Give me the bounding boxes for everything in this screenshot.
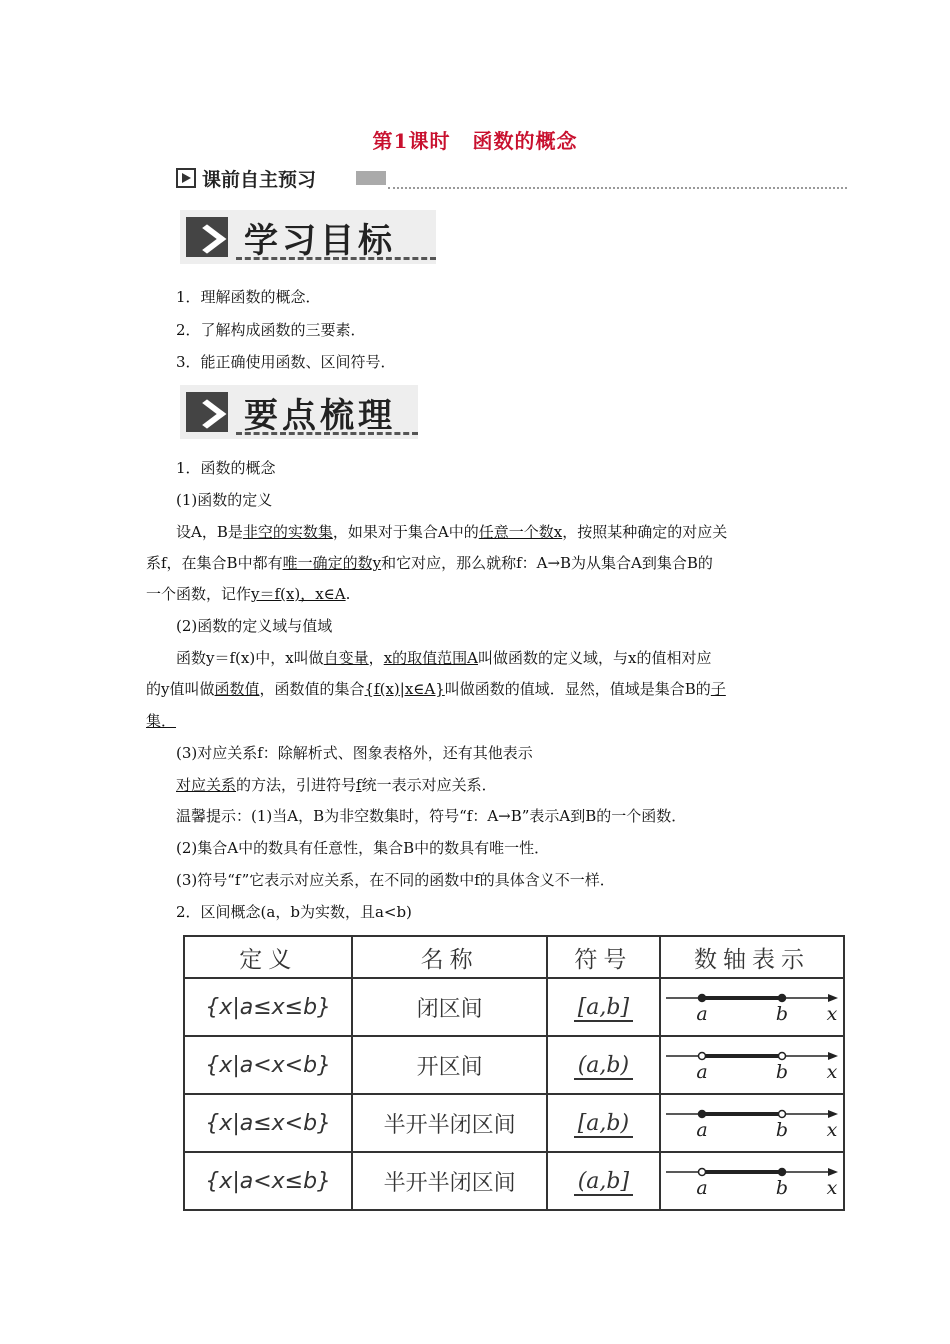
label-x: x bbox=[826, 1177, 838, 1198]
interval-symbol: (a,b) bbox=[574, 1053, 633, 1080]
closed-endpoint-a bbox=[699, 1111, 706, 1118]
table-header-row bbox=[184, 936, 844, 978]
cell-name: 开区间 bbox=[352, 1036, 546, 1094]
cell-definition: {x|a<x<b} bbox=[184, 1036, 352, 1094]
header-number-line: 数轴表示 bbox=[660, 936, 844, 978]
cell-symbol bbox=[547, 1094, 660, 1152]
closed-endpoint-b bbox=[779, 995, 786, 1002]
label-x: x bbox=[826, 1119, 838, 1140]
cell-name: 半开半闭区间 bbox=[352, 1152, 546, 1210]
goal-1: 1．理解函数的概念． bbox=[176, 288, 321, 306]
label-a: a bbox=[696, 1003, 708, 1024]
cell-definition: {x|a<x≤b} bbox=[184, 1152, 352, 1210]
number-line bbox=[662, 984, 842, 1024]
header-name: 名称 bbox=[352, 936, 546, 978]
check-arrow-icon bbox=[186, 392, 228, 432]
table-row bbox=[184, 1152, 844, 1210]
label-x: x bbox=[826, 1003, 838, 1024]
heading-learning-goals bbox=[180, 210, 436, 264]
label-a: a bbox=[696, 1119, 708, 1140]
label-a: a bbox=[696, 1177, 708, 1198]
label-b: b bbox=[775, 1119, 789, 1140]
cell-number-line bbox=[660, 1152, 844, 1210]
page-title: 第1课时 函数的概念 bbox=[372, 129, 578, 153]
section-bar-rule bbox=[388, 187, 847, 189]
table-row bbox=[184, 1094, 844, 1152]
sub-3-line-1: (3)对应关系f：除解析式、图象表格外，还有其他表示 bbox=[176, 744, 533, 762]
interval-symbol: [a,b] bbox=[574, 995, 633, 1022]
cell-symbol bbox=[547, 1152, 660, 1210]
closed-endpoint-a bbox=[699, 995, 706, 1002]
axis-arrow bbox=[828, 1168, 838, 1176]
number-line bbox=[662, 1100, 842, 1140]
definition-line-1: 设A，B是非空的实数集，如果对于集合A中的任意一个数x，按照某种确定的对应关 bbox=[176, 523, 728, 541]
closed-endpoint-b bbox=[779, 1169, 786, 1176]
label-b: b bbox=[775, 1177, 789, 1198]
point-2-title: 2．区间概念(a，b为实数，且a<b) bbox=[176, 903, 412, 921]
tip-1: 温馨提示：(1)当A，B为非空数集时，符号“f：A→B”表示A到B的一个函数． bbox=[176, 807, 687, 825]
cell-name: 半开半闭区间 bbox=[352, 1094, 546, 1152]
sub-3-line-2: 对应关系的方法，引进符号f统一表示对应关系． bbox=[176, 776, 497, 794]
cell-number-line bbox=[660, 1094, 844, 1152]
heading-text: 要点梳理 bbox=[244, 396, 396, 436]
table-row bbox=[184, 1036, 844, 1094]
header-definition: 定义 bbox=[184, 936, 352, 978]
cell-definition: {x|a≤x<b} bbox=[184, 1094, 352, 1152]
open-endpoint-a bbox=[699, 1053, 706, 1060]
domain-line-2: 的y值叫做函数值，函数值的集合{f(x)|x∈A}叫做函数的值域．显然，值域是集合B的子 bbox=[146, 680, 726, 698]
sub-1-title: (1)函数的定义 bbox=[176, 491, 273, 509]
arrow-box-icon bbox=[176, 168, 196, 188]
cell-name: 闭区间 bbox=[352, 978, 546, 1036]
label-b: b bbox=[775, 1003, 789, 1024]
heading-dash bbox=[236, 432, 418, 435]
goal-2: 2．了解构成函数的三要素． bbox=[176, 321, 366, 339]
header-symbol: 符号 bbox=[547, 936, 660, 978]
heading-text: 学习目标 bbox=[244, 221, 396, 261]
domain-line-3: 集． bbox=[146, 712, 177, 730]
heading-dash bbox=[236, 257, 436, 260]
open-endpoint-b bbox=[779, 1111, 786, 1118]
definition-line-2: 系f，在集合B中都有唯一确定的数y和它对应，那么就称f：A→B为从集合A到集合B的 bbox=[146, 554, 713, 572]
section-bar-block bbox=[356, 171, 386, 185]
open-endpoint-b bbox=[779, 1053, 786, 1060]
section-bar-label: 课前自主预习 bbox=[202, 169, 317, 191]
table-row bbox=[184, 978, 844, 1036]
axis-arrow bbox=[828, 1052, 838, 1060]
label-b: b bbox=[775, 1061, 789, 1082]
cell-symbol bbox=[547, 1036, 660, 1094]
heading-key-points bbox=[180, 385, 418, 439]
label-a: a bbox=[696, 1061, 708, 1082]
section-bar bbox=[176, 165, 847, 191]
domain-line-1: 函数y＝f(x)中，x叫做自变量，x的取值范围A叫做函数的定义域，与x的值相对应 bbox=[176, 649, 712, 667]
axis-arrow bbox=[828, 1110, 838, 1118]
cell-definition: {x|a≤x≤b} bbox=[184, 978, 352, 1036]
interval-table bbox=[183, 935, 845, 1211]
cell-number-line bbox=[660, 978, 844, 1036]
cell-symbol bbox=[547, 978, 660, 1036]
interval-symbol: [a,b) bbox=[574, 1111, 633, 1138]
axis-arrow bbox=[828, 994, 838, 1002]
number-line bbox=[662, 1158, 842, 1198]
interval-symbol: (a,b] bbox=[574, 1169, 633, 1196]
check-arrow-icon bbox=[186, 217, 228, 257]
open-endpoint-a bbox=[699, 1169, 706, 1176]
number-line bbox=[662, 1042, 842, 1082]
tip-3: (3)符号“f”它表示对应关系，在不同的函数中f的具体含义不一样． bbox=[176, 871, 615, 889]
definition-line-3: 一个函数，记作y＝f(x)，x∈A. bbox=[146, 585, 351, 603]
cell-number-line bbox=[660, 1036, 844, 1094]
tip-2: (2)集合A中的数具有任意性，集合B中的数具有唯一性． bbox=[176, 839, 550, 857]
point-1-title: 1．函数的概念 bbox=[176, 459, 276, 477]
label-x: x bbox=[826, 1061, 838, 1082]
goal-3: 3．能正确使用函数、区间符号． bbox=[176, 353, 396, 371]
sub-2-title: (2)函数的定义域与值域 bbox=[176, 617, 333, 635]
